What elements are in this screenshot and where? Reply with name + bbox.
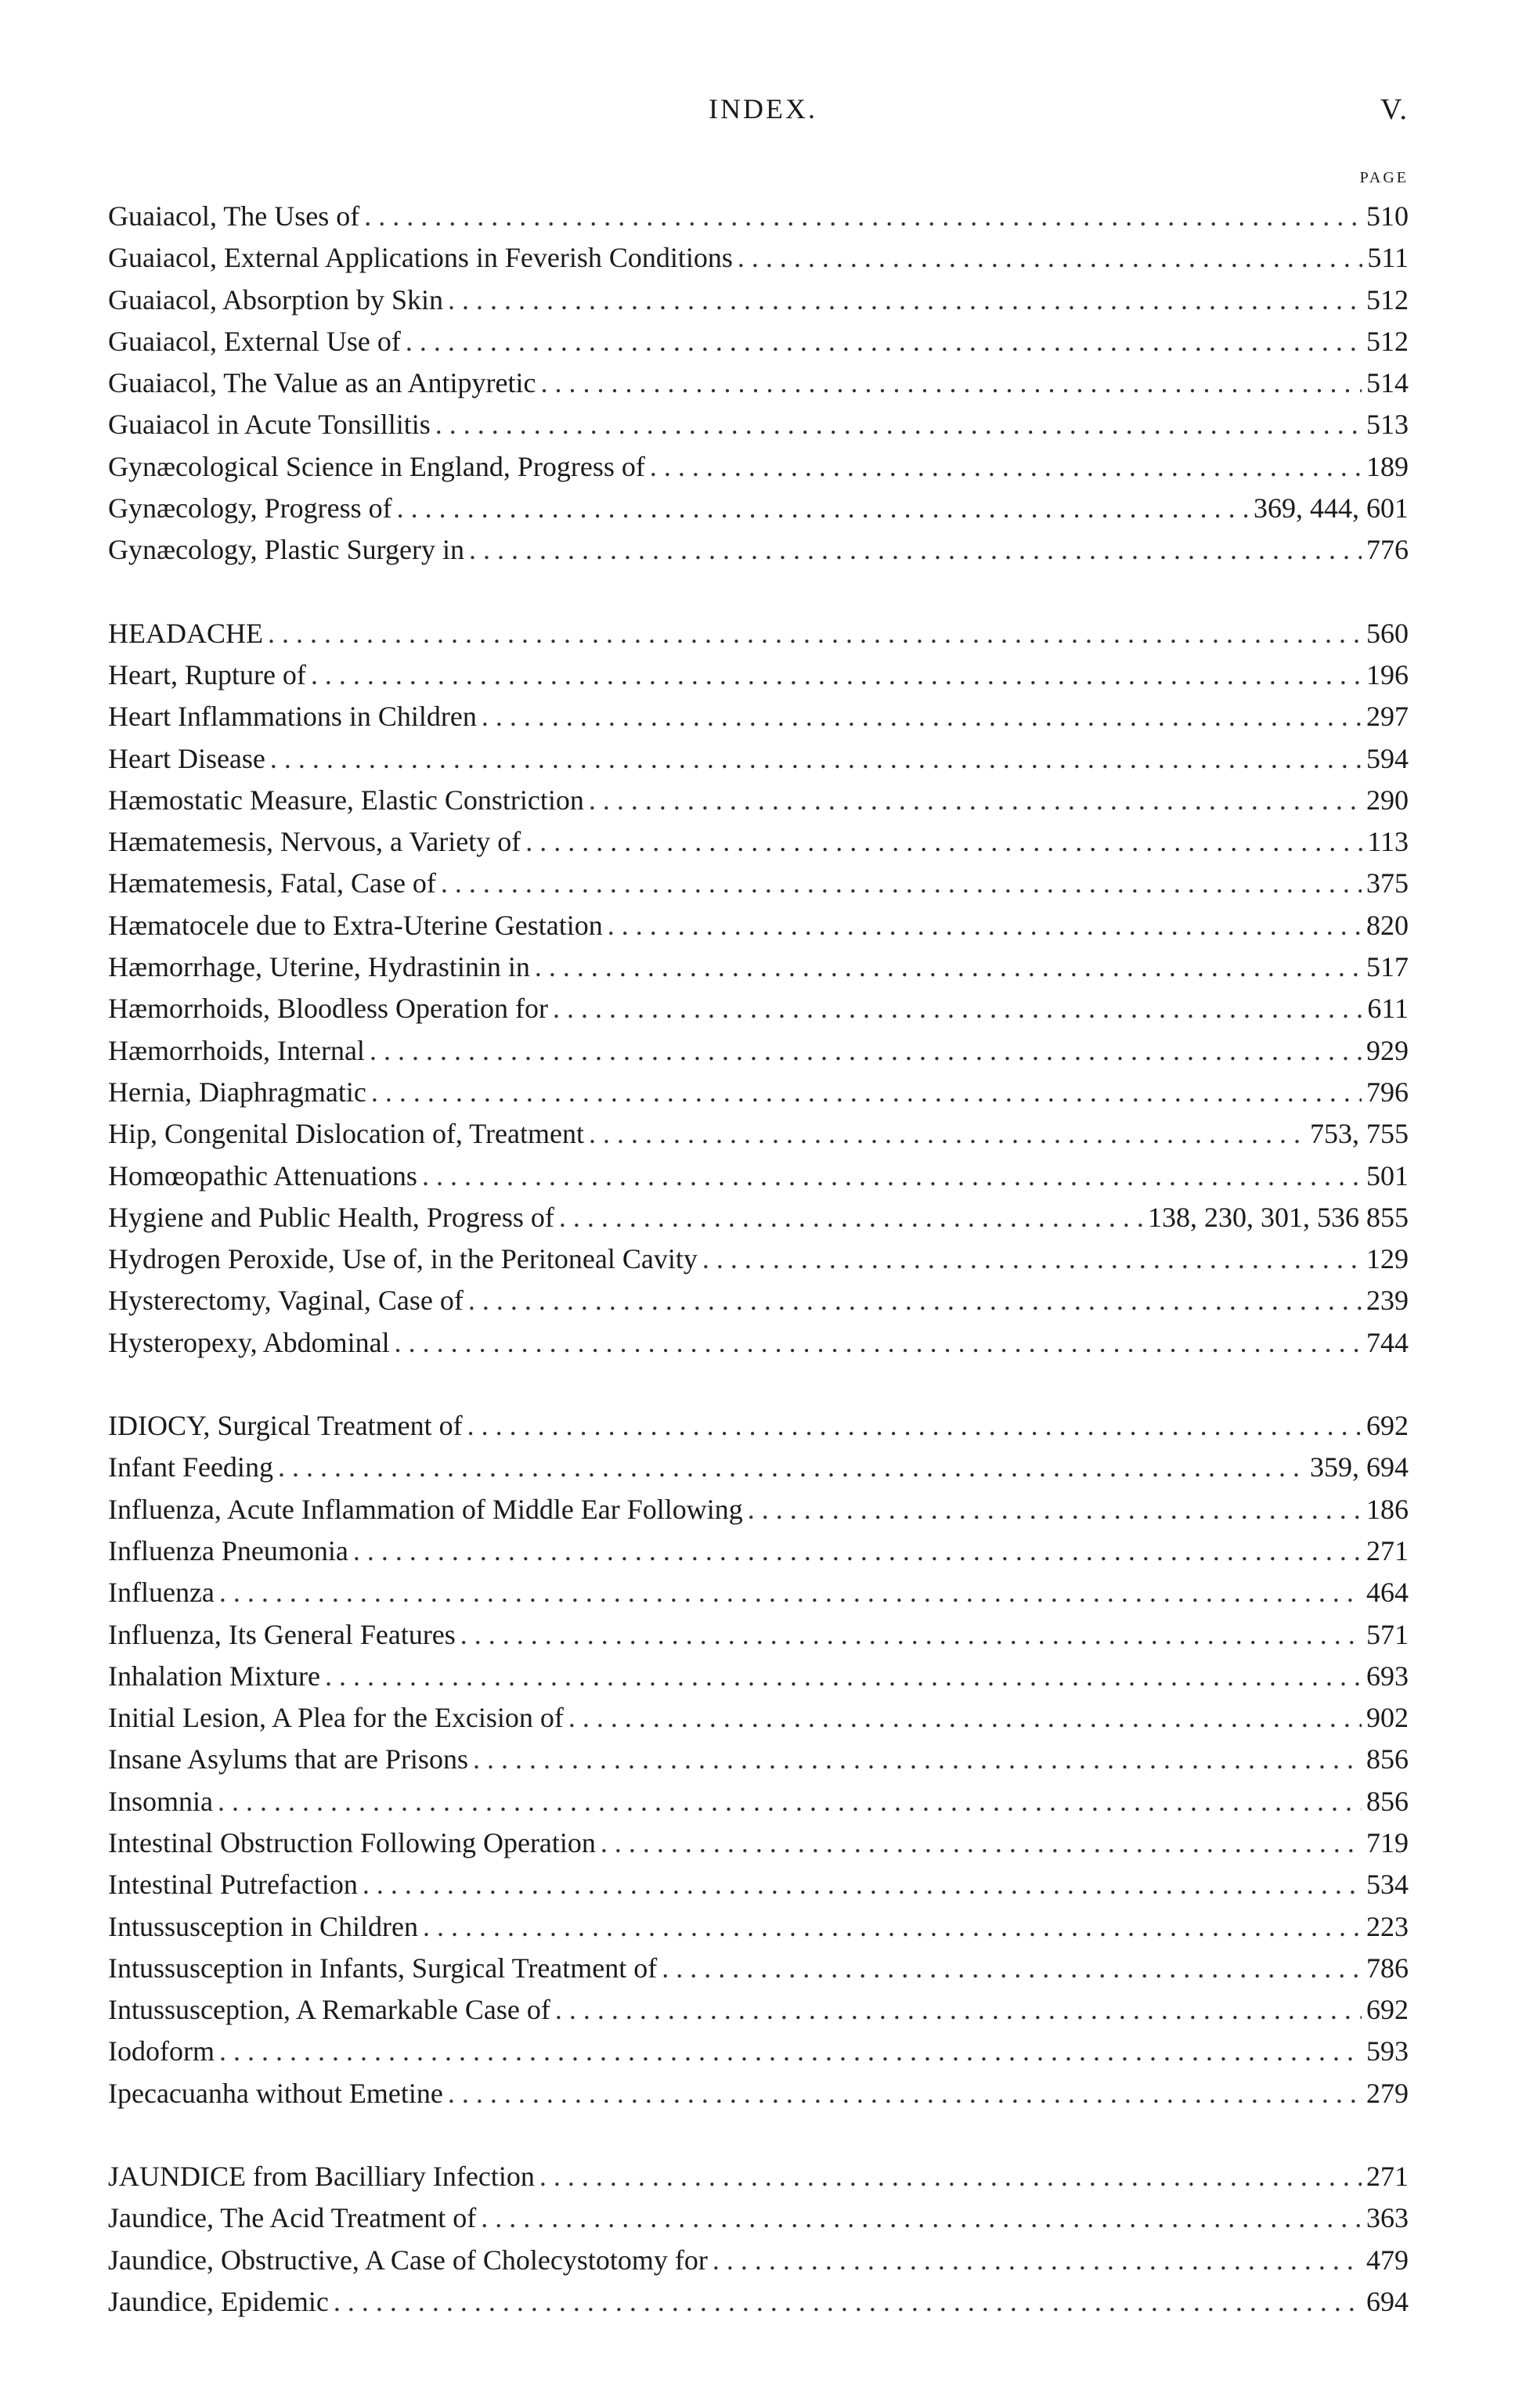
entry-title: Heart Disease: [108, 742, 265, 774]
dot-leader: [469, 529, 1362, 571]
entry-page-numbers: 359, 694: [1310, 1451, 1409, 1483]
index-entry: [108, 1197, 1409, 1238]
entry-title: Guaiacol, The Uses of: [108, 200, 360, 232]
index-entry: [108, 1572, 1409, 1613]
entry-title: Hysterectomy, Vaginal, Case of: [108, 1285, 464, 1317]
entry-page-numbers: 929: [1366, 1034, 1409, 1066]
entry-title: Influenza: [108, 1577, 215, 1609]
entry-title: Guaiacol, External Use of: [108, 325, 401, 357]
entry-title: Guaiacol, External Applications in Feverish Conditions: [108, 242, 733, 274]
entry-title: Hæmatemesis, Nervous, a Variety of: [108, 826, 521, 858]
index-entry: [108, 1489, 1409, 1530]
index-section: [108, 2156, 1409, 2323]
index-entry: [108, 780, 1409, 821]
entry-page-numbers: 464: [1366, 1577, 1409, 1609]
dot-leader: [541, 362, 1362, 404]
index-entry: [108, 404, 1409, 445]
index-entry: [108, 1697, 1409, 1739]
entry-page-numbers: 297: [1366, 701, 1409, 733]
dot-leader: [364, 196, 1362, 237]
entry-page-numbers: 571: [1366, 1618, 1409, 1650]
index-entry: [108, 446, 1409, 488]
index-entry: [108, 362, 1409, 404]
entry-page-numbers: 479: [1366, 2244, 1409, 2276]
entry-page-numbers: 512: [1366, 325, 1409, 357]
index-entry: [108, 613, 1409, 654]
index-entry: [108, 2240, 1409, 2281]
index-entry: [108, 988, 1409, 1029]
entry-page-numbers: 279: [1366, 2077, 1409, 2109]
index-entry: [108, 1072, 1409, 1113]
dot-leader: [363, 1864, 1362, 1905]
index-entry: [108, 2031, 1409, 2072]
index-entry: [108, 237, 1409, 279]
dot-leader: [650, 446, 1362, 488]
entry-page-numbers: 796: [1366, 1076, 1409, 1108]
entry-title: Guaiacol, The Value as an Antipyretic: [108, 367, 536, 399]
entry-page-numbers: 513: [1366, 409, 1409, 441]
index-entry: [108, 1405, 1409, 1447]
entry-title: Hysteropexy, Abdominal: [108, 1326, 390, 1358]
index-section: [108, 1405, 1409, 2114]
page-number: V.: [1380, 93, 1409, 126]
dot-leader: [397, 488, 1249, 529]
dot-leader: [325, 1656, 1362, 1697]
dot-leader: [559, 1197, 1143, 1238]
entry-title: Gynæcological Science in England, Progress of: [108, 450, 645, 482]
dot-leader: [481, 2197, 1362, 2239]
entry-title: Guaiacol, Absorption by Skin: [108, 283, 443, 315]
dot-leader: [539, 2156, 1362, 2197]
dot-leader: [334, 2281, 1362, 2323]
index-entry: [108, 905, 1409, 946]
dot-leader: [268, 613, 1362, 654]
entry-page-numbers: 511: [1367, 242, 1409, 274]
entry-title: Gynæcology, Progress of: [108, 492, 392, 524]
dot-leader: [371, 1072, 1362, 1113]
dot-leader: [219, 2031, 1362, 2072]
dot-leader: [353, 1530, 1362, 1572]
entry-page-numbers: 369, 444, 601: [1254, 492, 1409, 524]
index-entry: [108, 1530, 1409, 1572]
entry-page-numbers: 189: [1366, 450, 1409, 482]
entry-title: Jaundice, Epidemic: [108, 2285, 329, 2317]
index-entry: [108, 1906, 1409, 1948]
index-entry: [108, 196, 1409, 237]
dot-leader: [712, 2240, 1362, 2281]
entry-title: Intestinal Obstruction Following Operation: [108, 1826, 596, 1858]
entry-title: Hip, Congenital Dislocation of, Treatment: [108, 1118, 584, 1150]
entry-title: Hernia, Diaphragmatic: [108, 1076, 366, 1108]
entry-title: Infant Feeding: [108, 1451, 273, 1483]
entry-title: Intussusception, A Remarkable Case of: [108, 1994, 550, 2026]
entry-page-numbers: 594: [1366, 742, 1409, 774]
dot-leader: [601, 1822, 1362, 1864]
entry-title: HEADACHE: [108, 617, 263, 649]
entry-title: Intussusception in Children: [108, 1910, 418, 1942]
entry-title: Iodoform: [108, 2035, 215, 2067]
entry-page-numbers: 113: [1367, 826, 1409, 858]
entry-title: Hydrogen Peroxide, Use of, in the Peritoneal Cavity: [108, 1243, 698, 1275]
entry-title: Hæmatemesis, Fatal, Case of: [108, 867, 436, 899]
page-column-label: PAGE: [1359, 169, 1409, 186]
entry-title: Ipecacuanha without Emetine: [108, 2077, 443, 2109]
index-section: [108, 613, 1409, 1364]
entry-title: Hygiene and Public Health, Progress of: [108, 1201, 554, 1233]
index-entry: [108, 529, 1409, 571]
dot-leader: [278, 1447, 1305, 1488]
index-entry: [108, 1989, 1409, 2031]
entry-page-numbers: 514: [1366, 367, 1409, 399]
index-entry: [108, 1739, 1409, 1780]
entry-page-numbers: 611: [1367, 993, 1409, 1025]
index-entry: [108, 2281, 1409, 2323]
entry-page-numbers: 693: [1366, 1660, 1409, 1692]
dot-leader: [406, 321, 1362, 362]
dot-leader: [423, 1906, 1362, 1948]
entry-page-numbers: 560: [1366, 617, 1409, 649]
index-entry: [108, 1781, 1409, 1822]
entry-page-numbers: 593: [1366, 2035, 1409, 2067]
entry-title: Jaundice, The Acid Treatment of: [108, 2202, 477, 2234]
entry-page-numbers: 776: [1366, 534, 1409, 566]
entry-title: Influenza Pneumonia: [108, 1534, 348, 1566]
index-entry: [108, 1948, 1409, 1989]
index-list: [108, 196, 1409, 2364]
entry-title: Influenza, Acute Inflammation of Middle Ear Following: [108, 1493, 743, 1525]
index-entry: [108, 2073, 1409, 2114]
dot-leader: [589, 1113, 1305, 1155]
index-entry: [108, 654, 1409, 696]
entry-title: Intestinal Putrefaction: [108, 1869, 358, 1901]
entry-title: Insane Asylums that are Prisons: [108, 1743, 468, 1775]
index-entry: [108, 1322, 1409, 1364]
index-entry: [108, 488, 1409, 529]
index-entry: [108, 321, 1409, 362]
index-entry: [108, 1238, 1409, 1280]
entry-title: Hæmorrhoids, Bloodless Operation for: [108, 993, 548, 1025]
entry-title: Heart Inflammations in Children: [108, 701, 477, 733]
index-entry: [108, 1447, 1409, 1488]
entry-title: Intussusception in Infants, Surgical Treatment of: [108, 1952, 658, 1984]
entry-title: Hæmorrhage, Uterine, Hydrastinin in: [108, 951, 530, 983]
entry-page-numbers: 271: [1366, 2161, 1409, 2193]
dot-leader: [422, 1155, 1362, 1197]
index-entry: [108, 821, 1409, 863]
entry-page-numbers: 534: [1366, 1869, 1409, 1901]
entry-page-numbers: 856: [1366, 1743, 1409, 1775]
entry-page-numbers: 271: [1366, 1534, 1409, 1566]
dot-leader: [441, 863, 1362, 904]
index-entry: [108, 738, 1409, 780]
entry-title: Initial Lesion, A Plea for the Excision of: [108, 1702, 564, 1734]
entry-page-numbers: 820: [1366, 909, 1409, 941]
entry-page-numbers: 719: [1366, 1826, 1409, 1858]
index-entry: [108, 1113, 1409, 1155]
index-entry: [108, 2156, 1409, 2197]
index-entry: [108, 279, 1409, 321]
page-title: INDEX.: [709, 93, 817, 124]
dot-leader: [218, 1781, 1362, 1822]
dot-leader: [448, 279, 1362, 321]
dot-leader: [311, 654, 1362, 696]
entry-page-numbers: 223: [1366, 1910, 1409, 1942]
dot-leader: [748, 1489, 1362, 1530]
entry-page-numbers: 129: [1366, 1243, 1409, 1275]
dot-leader: [482, 696, 1362, 737]
entry-page-numbers: 512: [1366, 283, 1409, 315]
index-entry: [108, 2197, 1409, 2239]
dot-leader: [448, 2073, 1362, 2114]
entry-title: Gynæcology, Plastic Surgery in: [108, 534, 464, 566]
index-entry: [108, 946, 1409, 988]
dot-leader: [568, 1697, 1362, 1739]
entry-title: IDIOCY, Surgical Treatment of: [108, 1410, 463, 1442]
dot-leader: [435, 404, 1362, 445]
dot-leader: [270, 738, 1362, 780]
entry-page-numbers: 694: [1366, 2285, 1409, 2317]
index-entry: [108, 1155, 1409, 1197]
dot-leader: [219, 1572, 1362, 1613]
entry-title: Inhalation Mixture: [108, 1660, 320, 1692]
index-entry: [108, 1030, 1409, 1072]
entry-title: Hæmostatic Measure, Elastic Constriction: [108, 784, 584, 816]
entry-page-numbers: 786: [1366, 1952, 1409, 1984]
entry-page-numbers: 239: [1366, 1285, 1409, 1317]
index-entry: [108, 863, 1409, 904]
entry-title: Hæmorrhoids, Internal: [108, 1034, 365, 1066]
index-entry: [108, 1822, 1409, 1864]
entry-page-numbers: 375: [1366, 867, 1409, 899]
dot-leader: [535, 946, 1362, 988]
dot-leader: [370, 1030, 1362, 1072]
dot-leader: [395, 1322, 1362, 1364]
dot-leader: [589, 780, 1362, 821]
entry-page-numbers: 363: [1366, 2202, 1409, 2234]
index-entry: [108, 696, 1409, 737]
entry-page-numbers: 517: [1366, 951, 1409, 983]
entry-page-numbers: 753, 755: [1310, 1118, 1409, 1150]
entry-title: Guaiacol in Acute Tonsillitis: [108, 409, 431, 441]
dot-leader: [467, 1405, 1362, 1447]
entry-title: Jaundice, Obstructive, A Case of Cholecystotomy for: [108, 2244, 708, 2276]
entry-page-numbers: 856: [1366, 1785, 1409, 1817]
entry-page-numbers: 692: [1366, 1410, 1409, 1442]
index-entry: [108, 1656, 1409, 1697]
page-header: [110, 92, 1416, 139]
dot-leader: [468, 1280, 1362, 1321]
entry-title: Insomnia: [108, 1785, 213, 1817]
entry-page-numbers: 186: [1366, 1493, 1409, 1525]
entry-page-numbers: 744: [1366, 1326, 1409, 1358]
dot-leader: [555, 1989, 1362, 2031]
entry-title: Heart, Rupture of: [108, 658, 306, 690]
dot-leader: [702, 1238, 1362, 1280]
entry-page-numbers: 196: [1366, 658, 1409, 690]
entry-title: Hæmatocele due to Extra-Uterine Gestation: [108, 909, 603, 941]
entry-page-numbers: 902: [1366, 1702, 1409, 1734]
index-entry: [108, 1280, 1409, 1321]
dot-leader: [662, 1948, 1362, 1989]
entry-title: Homœopathic Attenuations: [108, 1159, 417, 1191]
entry-page-numbers: 290: [1366, 784, 1409, 816]
entry-page-numbers: 510: [1366, 200, 1409, 232]
dot-leader: [738, 237, 1362, 279]
entry-title: Influenza, Its General Features: [108, 1618, 456, 1650]
entry-page-numbers: 138, 230, 301, 536 855: [1148, 1201, 1409, 1233]
entry-title: JAUNDICE from Bacilliary Infection: [108, 2161, 535, 2193]
index-entry: [108, 1614, 1409, 1656]
dot-leader: [460, 1614, 1362, 1656]
index-entry: [108, 1864, 1409, 1905]
dot-leader: [553, 988, 1362, 1029]
dot-leader: [608, 905, 1362, 946]
dot-leader: [473, 1739, 1362, 1780]
entry-page-numbers: 692: [1366, 1994, 1409, 2026]
index-section: [108, 196, 1409, 571]
entry-page-numbers: 501: [1366, 1159, 1409, 1191]
dot-leader: [525, 821, 1362, 863]
